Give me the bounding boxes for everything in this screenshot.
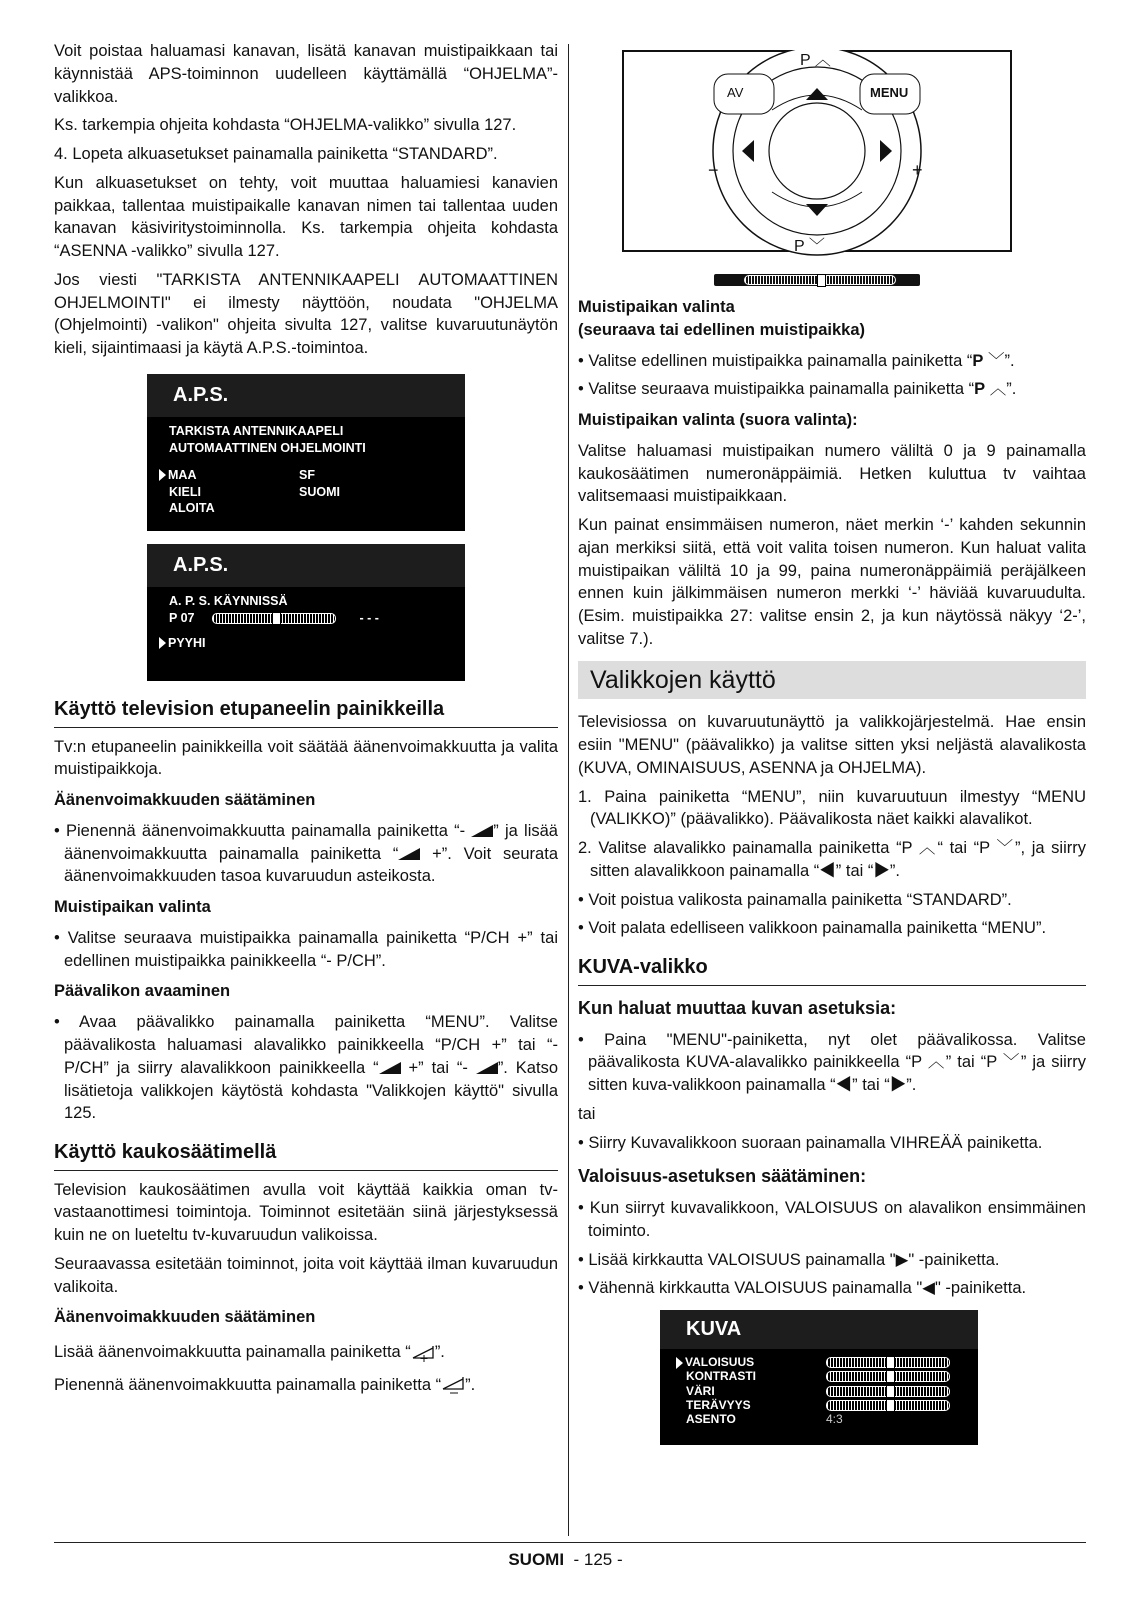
- osd-progress-row: P 07 - - -: [169, 610, 379, 625]
- prev-program-bullet: • Valitse edellinen muistipaikka painamalla painiketta “P ﹀”.: [578, 351, 1015, 370]
- remote-paragraph: Television kaukosäätimen avulla voit käyttää kaikkia oman tv-vastaanottimesi toimintoja. Toiminnot esitetään siinä järjestyksessä kuin ne on lueteltu tv-kuvaruudun valikoissa.: [54, 1180, 558, 1245]
- osd-aps-running: [147, 544, 465, 680]
- osd-item-kontrasti: KONTRASTI: [686, 1369, 952, 1383]
- footer-language: SUOMI: [508, 1550, 565, 1569]
- right-column: [578, 40, 1086, 1444]
- page-number: - 125 -: [573, 1550, 623, 1569]
- subheading-volume-remote: Äänenvoimakkuuden säätäminen: [54, 1308, 316, 1327]
- selector-arrow-icon: [159, 469, 166, 481]
- heading-kuva-menu: KUVA-valikko: [578, 954, 1086, 986]
- remote-paragraph-2: Seuraavassa esitetään toiminnot, joita voit käyttää ilman kuvaruudun valikoita.: [54, 1254, 558, 1296]
- progress-slider: [212, 613, 336, 624]
- subheading-volume: Äänenvoimakkuuden säätäminen: [54, 791, 316, 810]
- back-menu-bullet: • Voit palata edelliseen valikkoon painamalla painiketta “MENU”.: [578, 919, 1047, 938]
- osd-item-vari: VÄRI: [686, 1384, 952, 1398]
- volume-bullet: • Pienennä äänenvoimakkuutta painamalla painiketta “- ” ja lisää äänenvoimakkuutta painamalla painiketta “ +”. Voit seurata äänenvoimakkuuden tasoa kuvaruudun asteikosta.: [54, 821, 558, 886]
- osd-row-pyyhi: PYYHI: [159, 635, 443, 652]
- footer-rule: [54, 1542, 1086, 1543]
- osd-title: KUVA: [686, 1318, 742, 1341]
- reference-paragraph: Ks. tarkempia ohjeita kohdasta “OHJELMA-valikko” sivulla 127.: [54, 116, 517, 135]
- subheading-brightness: Valoisuus-asetuksen säätäminen:: [578, 1166, 867, 1187]
- osd-aps-check: [147, 374, 465, 530]
- settings-paragraph: Kun alkuasetukset on tehty, voit muuttaa haluamiesi kanavien paikkaa, tallentaa muistipaikalle kanavan nimen tai tallentaa uuden kanavan käsiviritystoiminnolla. Ks. tarkempia ohjeita kohdasta “ASENNA -valikko” sivulla 127.: [54, 173, 558, 261]
- brightness-up-bullet: • Lisää kirkkautta VALOISUUS painamalla "▶" -painiketta.: [578, 1250, 1000, 1269]
- or-text: tai: [578, 1104, 596, 1123]
- volume-minus-icon: [441, 1377, 465, 1395]
- minus-label: −: [708, 160, 719, 180]
- chevron-up-icon: ︿: [985, 380, 1007, 399]
- antenna-paragraph: Jos viesti "TARKISTA ANTENNIKAAPELI AUTOMAATTINEN OHJELMOINTI" ei ilmesty näyttöön, noudata "OHJELMA (Ohjelmointi) -valikon" ohjeita sivulta 127, valitse kuvaruutunäytön kieli, sijaintimaasi ja käytä A.P.S.-toimintoa.: [54, 270, 558, 358]
- subheading-direct-select: Muistipaikan valinta (suora valinta):: [578, 411, 858, 430]
- menu-button[interactable]: MENU: [870, 85, 909, 100]
- chevron-up-icon: ︿: [912, 839, 938, 858]
- left-column: [54, 40, 558, 1403]
- program-bullet: • Valitse seuraava muistipaikka painamalla painiketta “P/CH +” tai edellinen muistipaikka painikkeella “- P/CH”.: [54, 928, 558, 970]
- volume-wedge-icon: [476, 1062, 498, 1074]
- subheading-picture-settings: Kun haluat muuttaa kuvan asetuksia:: [578, 997, 897, 1018]
- brightness-down-bullet: • Vähennä kirkkautta VALOISUUS painamalla "◀" -painiketta.: [578, 1279, 1027, 1298]
- intro-paragraph: Voit poistaa haluamasi kanavan, lisätä kanavan muistipaikkaan tai käynnistää APS-toiminnon uudelleen käyttämällä “OHJELMA”-valikkoa.: [54, 42, 558, 106]
- volume-plus-icon: [411, 1344, 435, 1362]
- osd-row-kieli: KIELI SUOMI: [169, 484, 340, 499]
- main-menu-bullet: • Avaa päävalikko painamalla painiketta “MENU”. Valitse päävalikosta haluamasi alavalikko painikkeella “P/CH +” tai “- P/CH” ja siirry alavalikkoon painikkeella “ +” tai “- ”. Katso lisätietoja valikkojen käytöstä kohdasta "Valikkojen käyttö" sivulla 125.: [54, 1013, 558, 1123]
- osd-kuva-menu: [660, 1310, 978, 1444]
- osd-title: A.P.S.: [173, 383, 229, 406]
- osd-row-maa: MAA SF: [159, 467, 443, 484]
- column-divider: [568, 44, 569, 1536]
- volume-wedge-icon: [471, 825, 493, 837]
- p-down-label: P ﹀: [794, 238, 825, 255]
- chevron-up-icon: ︿: [921, 1053, 946, 1072]
- osd-line: A. P. S. KÄYNNISSÄ: [169, 593, 288, 608]
- osd-line: TARKISTA ANTENNIKAAPELI: [169, 423, 344, 438]
- volume-up-paragraph: Lisää äänenvoimakkuutta painamalla painiketta “ ”.: [54, 1343, 445, 1362]
- front-panel-paragraph: Tv:n etupaneelin painikkeilla voit säätää äänenvoimakkuutta ja valita muistipaikkoja.: [54, 737, 558, 779]
- osd-row-aloita: ALOITA: [169, 501, 215, 516]
- step-2-item: 2. Valitse alavalikko painamalla painiketta “P ︿“ tai “P ﹀”, ja siirry sitten alavalikkoon painamalla “◀” tai “▶”.: [578, 839, 1086, 880]
- step-4-paragraph: 4. Lopeta alkuasetukset painamalla painiketta “STANDARD”.: [54, 145, 498, 164]
- page-footer: [0, 1548, 1131, 1571]
- chevron-down-icon: ﹀: [989, 839, 1015, 858]
- picture-menu-bullet: • Paina "MENU"-painiketta, nyt olet päävalikossa. Valitse päävalikosta KUVA-alavalikko painikkeella “P ︿” tai “P ﹀” ja siirry sitten kuva-valikkoon painamalla “◀” tai “▶”.: [578, 1030, 1087, 1095]
- chevron-down-icon: ﹀: [983, 351, 1005, 370]
- osd-item-valoisuus: VALOISUUS: [676, 1355, 952, 1369]
- plus-label: +: [912, 160, 923, 180]
- subheading-program-select: Muistipaikan valinta (seuraava tai edellinen muistipaikka): [578, 298, 866, 339]
- direct-select-paragraph: Valitse haluamasi muistipaikan numero väliltä 0 ja 9 painamalla kaukosäätimen numeronäppäimiä. Hetken kuluttua tv vaihtaa valitsemaasi muistipaikkaan.: [578, 441, 1086, 506]
- menus-intro-paragraph: Televisiossa on kuvaruutunäyttö ja valikkojärjestelmä. Hae ensin esiin "MENU" (päävalikko) ja valitse sitten yksi neljästä alavalikosta (KUVA, OMINAISUUS, ASENNA ja OHJELMA).: [578, 713, 1086, 777]
- selector-arrow-icon: [676, 1357, 683, 1369]
- volume-bar: [714, 274, 920, 286]
- av-button[interactable]: AV: [727, 85, 744, 100]
- next-program-bullet: • Valitse seuraava muistipaikka painamalla painiketta “P ︿”.: [578, 380, 1017, 399]
- heading-remote: Käyttö kaukosäätimellä: [54, 1139, 558, 1171]
- green-button-bullet: • Siirry Kuvavalikkoon suoraan painamalla VIHREÄÄ painiketta.: [578, 1133, 1043, 1152]
- volume-wedge-icon: [379, 1062, 401, 1074]
- brightness-first-bullet: • Kun siirryt kuvavalikkoon, VALOISUUS on alavalikon ensimmäinen toiminto.: [578, 1199, 1086, 1240]
- heading-front-panel: Käyttö television etupaneelin painikkeilla: [54, 696, 558, 728]
- exit-menu-bullet: • Voit poistua valikosta painamalla painiketta “STANDARD”.: [578, 890, 1012, 909]
- osd-item-teravyys: TERÄVYYS: [686, 1398, 952, 1412]
- remote-panel-figure: [622, 50, 1012, 272]
- selector-arrow-icon: [159, 637, 166, 649]
- p-up-label: P ︿: [800, 52, 831, 69]
- volume-down-paragraph: Pienennä äänenvoimakkuutta painamalla painiketta “ ”.: [54, 1375, 476, 1394]
- subheading-main-menu: Päävalikon avaaminen: [54, 982, 231, 1001]
- osd-line: AUTOMAATTINEN OHJELMOINTI: [169, 440, 366, 455]
- chevron-down-icon: ﹀: [996, 1053, 1021, 1072]
- two-digit-paragraph: Kun painat ensimmäisen numeron, näet merkin ‘-’ kahden sekunnin ajan merkiksi siitä, että voit valita toisen numeron. Kun haluat valita muistipaikan väliltä 10 ja 99, paina numeronäppäimiä peräjälkeen ennen kuin jälkimmäisen numeron merkki ‘-’ häviää kuvaruudulta. (Esim. muistipaikka 27: valitse ensin 2, ja kun näytössä näkyy ‘2-’, valitse 7.).: [578, 516, 1086, 648]
- osd-title: A.P.S.: [173, 553, 229, 576]
- volume-wedge-icon: [398, 848, 420, 860]
- section-heading-menus: Valikkojen käyttö: [578, 661, 1086, 700]
- osd-item-asento: ASENTO 4:3: [686, 1411, 843, 1426]
- step-1-item: 1. Paina painiketta “MENU”, niin kuvaruutuun ilmestyy “MENU (VALIKKO)” (päävalikko). Päävalikosta näet kaikki alavalikot.: [578, 787, 1086, 829]
- subheading-program: Muistipaikan valinta: [54, 898, 211, 917]
